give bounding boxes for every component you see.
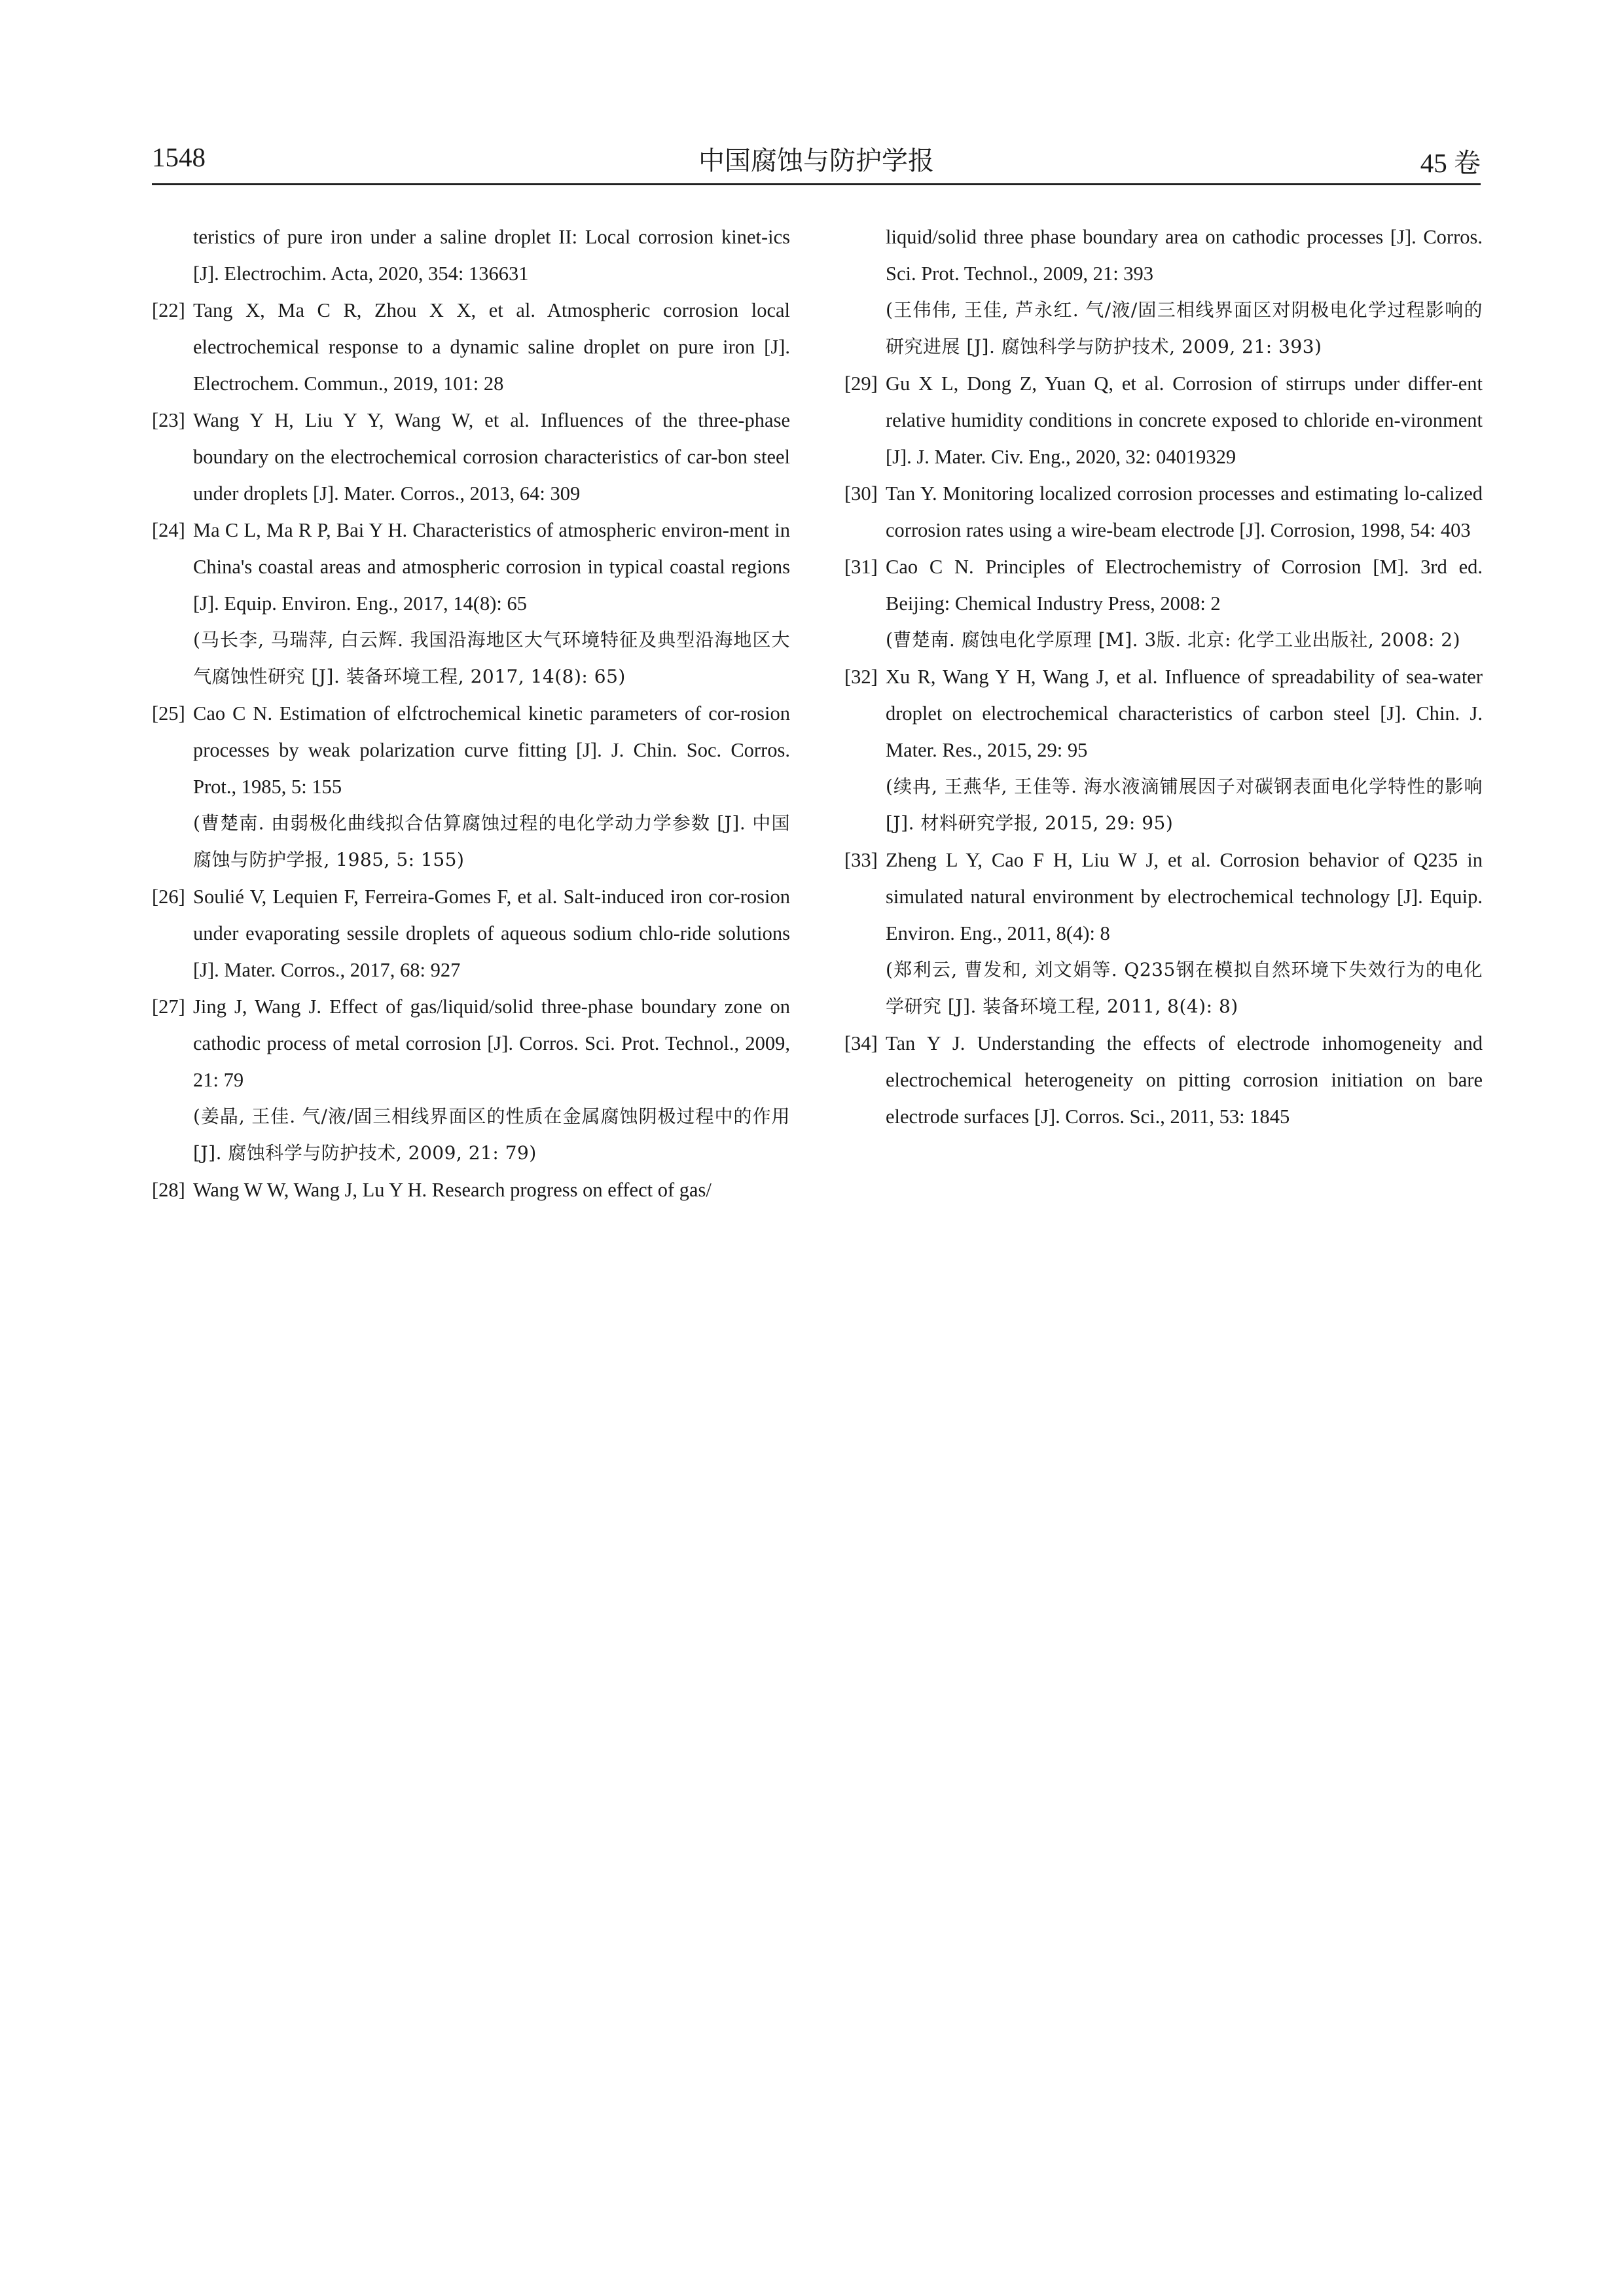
- reference-item: [152, 512, 790, 695]
- reference-text: Tan Y. Monitoring localized corrosion processes and estimating lo-calized corrosion rates using a wire-beam electrode [J]. Corrosion, 1998, 54: 403: [886, 482, 1483, 541]
- reference-number: [22]: [152, 299, 185, 321]
- reference-text: Zheng L Y, Cao F H, Liu W J, et al. Corrosion behavior of Q235 in simulated natural environment by electrochemical technology [J]. Equip. Environ. Eng., 2011, 8(4): 8: [886, 849, 1483, 944]
- reference-column-right: [844, 219, 1483, 1135]
- reference-text: Jing J, Wang J. Effect of gas/liquid/solid three-phase boundary zone on cathodic process of metal corrosion [J]. Corros. Sci. Prot. Technol., 2009, 21: 79: [193, 996, 790, 1091]
- reference-number: [29]: [844, 372, 878, 395]
- reference-number: [26]: [152, 886, 185, 908]
- reference-text: liquid/solid three phase boundary area on cathodic processes [J]. Corros. Sci. Prot. Technol., 2009, 21: 393: [886, 226, 1483, 285]
- reference-item: [844, 219, 1483, 365]
- reference-text-chinese: (王伟伟, 王佳, 芦永红. 气/液/固三相线界面区对阴极电化学过程影响的研究进展 [J]. 腐蚀科学与防护技术, 2009, 21: 393): [886, 299, 1483, 357]
- reference-text: Xu R, Wang Y H, Wang J, et al. Influence of spreadability of sea-water droplet on electrochemical characteristics of carbon steel [J]. Chin. J. Mater. Res., 2015, 29: 95: [886, 666, 1483, 761]
- reference-item: [844, 842, 1483, 1025]
- reference-text: Cao C N. Estimation of elfctrochemical kinetic parameters of cor-rosion processes by weak polarization curve fitting [J]. J. Chin. Soc. Corros. Prot., 1985, 5: 155: [193, 702, 790, 798]
- reference-item: [152, 1172, 790, 1208]
- reference-text: Wang Y H, Liu Y Y, Wang W, et al. Influences of the three-phase boundary on the electrochemical corrosion characteristics of car-bon steel under droplets [J]. Mater. Corros., 2013, 64: 309: [193, 409, 790, 505]
- reference-text-chinese: (姜晶, 王佳. 气/液/固三相线界面区的性质在金属腐蚀阴极过程中的作用 [J]. 腐蚀科学与防护技术, 2009, 21: 79): [193, 1105, 790, 1164]
- page-header: [152, 137, 1481, 185]
- reference-text: Cao C N. Principles of Electrochemistry of Corrosion [M]. 3rd ed. Beijing: Chemical Industry Press, 2008: 2: [886, 556, 1483, 615]
- reference-number: [25]: [152, 702, 185, 725]
- reference-item: [152, 988, 790, 1172]
- reference-item: [844, 548, 1483, 658]
- reference-text: Soulié V, Lequien F, Ferreira-Gomes F, et al. Salt-induced iron cor-rosion under evaporating sessile droplets of aqueous sodium chlo-ride solutions [J]. Mater. Corros., 2017, 68: 927: [193, 886, 790, 981]
- reference-column-left: [152, 219, 790, 1208]
- reference-item: [152, 878, 790, 988]
- reference-number: [33]: [844, 849, 878, 871]
- journal-title: 中国腐蚀与防护学报: [698, 146, 934, 176]
- reference-number: [27]: [152, 996, 185, 1018]
- reference-item: [152, 292, 790, 402]
- reference-item: [844, 1025, 1483, 1135]
- reference-text: Ma C L, Ma R P, Bai Y H. Characteristics of atmospheric environ-ment in China's coastal areas and atmospheric corrosion in typical coastal regions [J]. Equip. Environ. Eng., 2017, 14(8): 65: [193, 519, 790, 615]
- volume-label: 45 卷: [1420, 148, 1481, 178]
- reference-text-chinese: (续冉, 王燕华, 王佳等. 海水液滴铺展因子对碳钢表面电化学特性的影响 [J]. 材料研究学报, 2015, 29: 95): [886, 776, 1483, 834]
- reference-text-chinese: (曹楚南. 由弱极化曲线拟合估算腐蚀过程的电化学动力学参数 [J]. 中国腐蚀与防护学报, 1985, 5: 155): [193, 812, 790, 870]
- reference-item: [844, 475, 1483, 548]
- reference-item: [152, 219, 790, 292]
- reference-item: [844, 658, 1483, 842]
- reference-text-chinese: (曹楚南. 腐蚀电化学原理 [M]. 3版. 北京: 化学工业出版社, 2008: 2): [886, 629, 1461, 651]
- reference-text: teristics of pure iron under a saline droplet II: Local corrosion kinet-ics [J]. Electrochim. Acta, 2020, 354: 136631: [193, 226, 790, 285]
- reference-number: [31]: [844, 556, 878, 578]
- reference-text: Tan Y J. Understanding the effects of electrode inhomogeneity and electrochemical heterogeneity on pitting corrosion initiation on bare electrode surfaces [J]. Corros. Sci., 2011, 53: 1845: [886, 1032, 1483, 1128]
- reference-text: Gu X L, Dong Z, Yuan Q, et al. Corrosion of stirrups under differ-ent relative humidity conditions in concrete exposed to chloride en-vironment [J]. J. Mater. Civ. Eng., 2020, 32: 04019329: [886, 372, 1483, 468]
- reference-text-chinese: (马长李, 马瑞萍, 白云辉. 我国沿海地区大气环境特征及典型沿海地区大气腐蚀性研究 [J]. 装备环境工程, 2017, 14(8): 65): [193, 629, 790, 687]
- reference-number: [34]: [844, 1032, 878, 1054]
- reference-text: Tang X, Ma C R, Zhou X X, et al. Atmospheric corrosion local electrochemical response to a dynamic saline droplet on pure iron [J]. Electrochem. Commun., 2019, 101: 28: [193, 299, 790, 395]
- reference-number: [30]: [844, 482, 878, 505]
- reference-text-chinese: (郑利云, 曹发和, 刘文娟等. Q235钢在模拟自然环境下失效行为的电化学研究 [J]. 装备环境工程, 2011, 8(4): 8): [886, 959, 1483, 1017]
- reference-number: [32]: [844, 666, 878, 688]
- reference-item: [152, 695, 790, 878]
- reference-item: [844, 365, 1483, 475]
- page-number: 1548: [152, 142, 206, 172]
- reference-number: [24]: [152, 519, 185, 541]
- reference-item: [152, 402, 790, 512]
- reference-text: Wang W W, Wang J, Lu Y H. Research progress on effect of gas/: [193, 1179, 712, 1201]
- reference-number: [23]: [152, 409, 185, 431]
- reference-number: [28]: [152, 1179, 185, 1201]
